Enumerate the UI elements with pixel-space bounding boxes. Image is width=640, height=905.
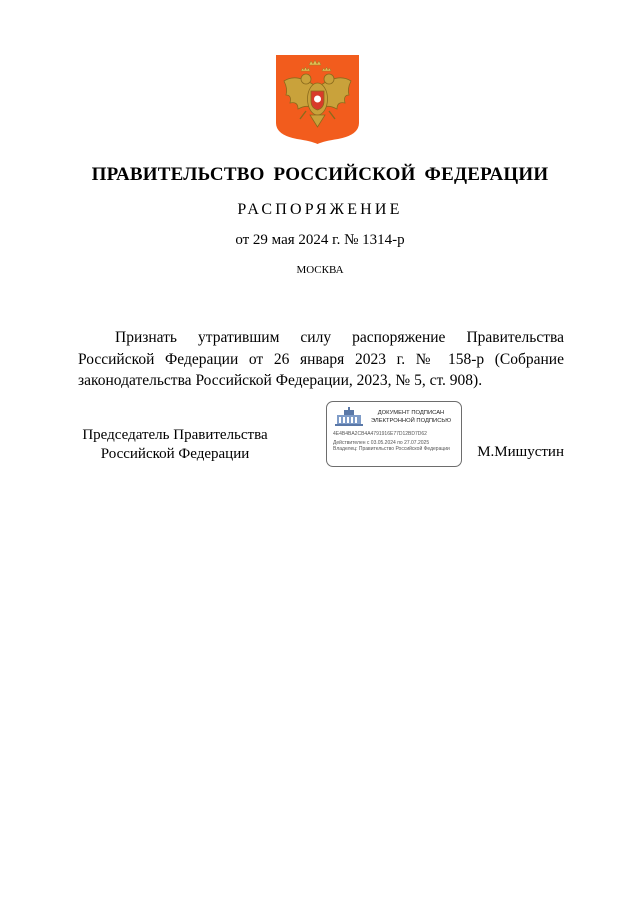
coat-of-arms-emblem xyxy=(276,55,359,144)
stamp-owner: Владелец: Правительство Российской Федерации xyxy=(333,446,450,452)
double-headed-eagle-icon xyxy=(276,55,359,144)
stamp-heading: ДОКУМЕНТ ПОДПИСАН ЭЛЕКТРОННОЙ ПОДПИСЬЮ xyxy=(370,410,452,424)
stamp-certificate-serial: 4E4B4BA2CB4A4791916E77D12BD7D62 xyxy=(333,431,427,437)
government-building-icon xyxy=(333,407,365,427)
document-city: МОСКВА xyxy=(296,264,344,276)
document-body-paragraph: Признать утратившим силу распоряжение Правительства Российской Федерации от 26 января 2023 г. № 158-р (Собрание законодательства Российской Федерации, 2023, № 5, ст. 908). xyxy=(78,329,564,389)
document-type: РАСПОРЯЖЕНИЕ xyxy=(237,201,403,218)
signer-name: М.Мишустин xyxy=(477,444,564,460)
document-date-number: от 29 мая 2024 г. № 1314-р xyxy=(235,232,405,248)
signer-position: Председатель Правительства Российской Федерации xyxy=(82,427,268,462)
stamp-validity-period: Действителен с 03.05.2024 по 27.07.2025 xyxy=(333,440,430,446)
electronic-signature-stamp xyxy=(326,401,462,467)
page-title: ПРАВИТЕЛЬСТВО РОССИЙСКОЙ ФЕДЕРАЦИИ xyxy=(91,164,549,185)
